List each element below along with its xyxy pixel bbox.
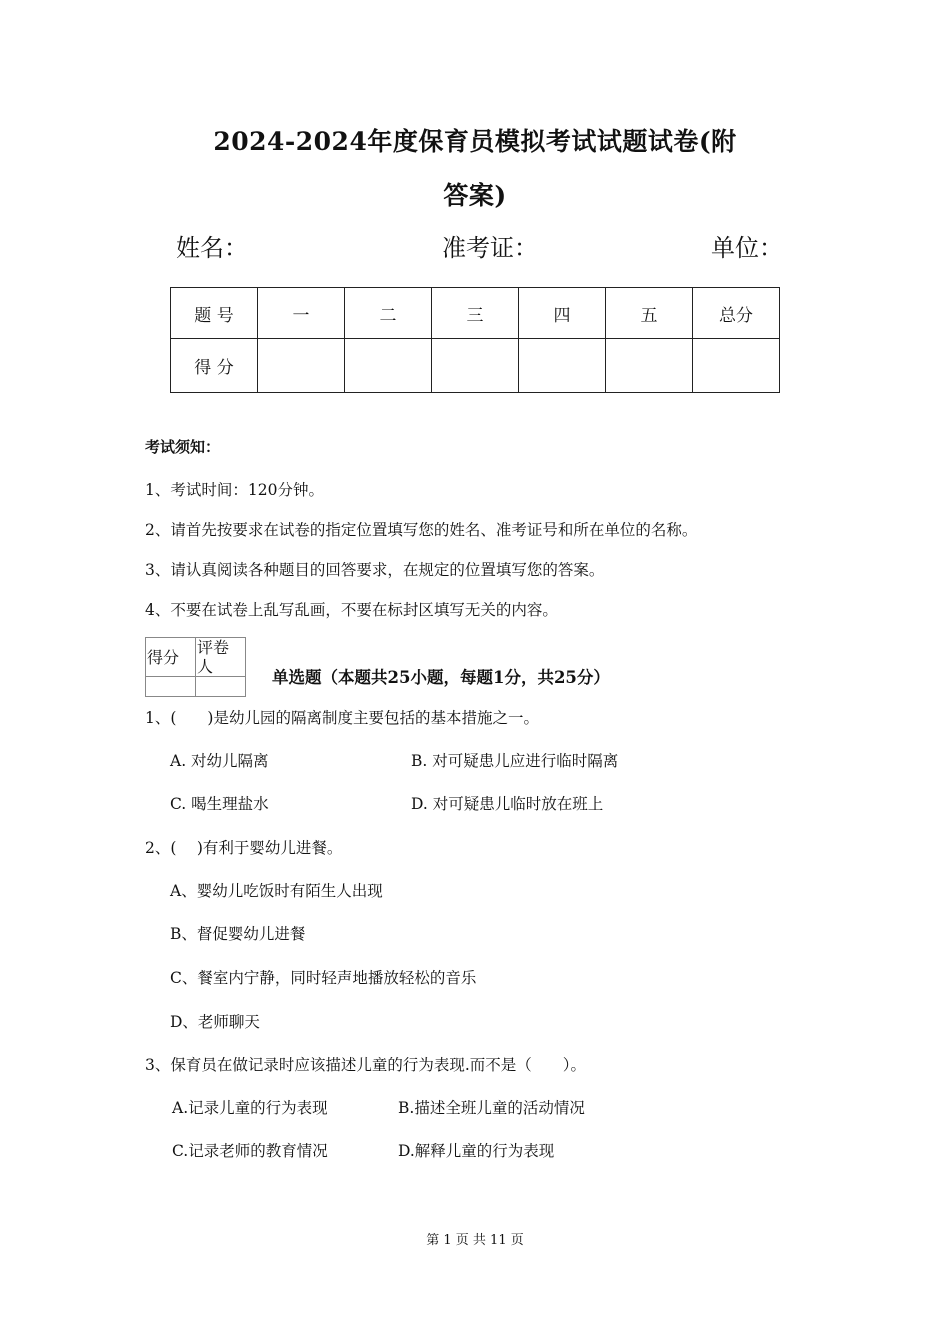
score-cell[interactable] (432, 339, 519, 393)
notice-item: 1、考试时间：120分钟。 (145, 481, 324, 499)
grader-name-cell[interactable] (196, 677, 246, 697)
score-header-cell: 总分 (693, 288, 780, 339)
grader-name-label: 评卷人 (196, 638, 246, 677)
notice-heading: 考试须知： (145, 438, 221, 456)
question-stem: 1、( )是幼儿园的隔离制度主要包括的基本措施之一。 (145, 709, 539, 727)
question-stem: 3、保育员在做记录时应该描述儿童的行为表现.而不是（ ）。 (145, 1056, 587, 1074)
doc-title-line2: 答案) (443, 181, 507, 210)
answer-option[interactable]: B、督促婴幼儿进餐 (170, 925, 306, 943)
score-header-cell: 四 (519, 288, 606, 339)
answer-option[interactable]: B.描述全班儿童的活动情况 (398, 1099, 585, 1117)
doc-title-line1: 2024-2024年度保育员模拟考试试题试卷(附 (213, 127, 737, 156)
answer-option[interactable]: D、老师聊天 (170, 1013, 260, 1031)
grader-score-label: 得分 (146, 638, 196, 677)
score-header-cell: 题 号 (171, 288, 258, 339)
answer-option[interactable]: D. 对可疑患儿临时放在班上 (411, 795, 604, 813)
unit-label: 单位： (711, 234, 783, 262)
answer-option[interactable]: C、餐室内宁静，同时轻声地播放轻松的音乐 (170, 969, 477, 987)
answer-option[interactable]: A.记录儿童的行为表现 (172, 1099, 328, 1117)
answer-option[interactable]: C.记录老师的教育情况 (172, 1142, 328, 1160)
score-row-label: 得 分 (171, 339, 258, 393)
answer-option[interactable]: A. 对幼儿隔离 (170, 752, 269, 770)
score-header-cell: 一 (258, 288, 345, 339)
exam-id-label: 准考证： (442, 234, 538, 262)
score-cell[interactable] (519, 339, 606, 393)
score-table-score-row (171, 339, 780, 393)
score-header-cell: 三 (432, 288, 519, 339)
score-cell[interactable] (606, 339, 693, 393)
score-header-cell: 五 (606, 288, 693, 339)
name-label: 姓名： (176, 234, 248, 262)
score-header-cell: 二 (345, 288, 432, 339)
page-footer: 第 1 页 共 11 页 (426, 1233, 524, 1248)
score-table-header-row (171, 288, 780, 339)
grader-score-cell[interactable] (146, 677, 196, 697)
score-cell[interactable] (258, 339, 345, 393)
notice-item: 4、不要在试卷上乱写乱画，不要在标封区填写无关的内容。 (145, 601, 558, 619)
answer-option[interactable]: D.解释儿童的行为表现 (398, 1142, 555, 1160)
answer-option[interactable]: A、婴幼儿吃饭时有陌生人出现 (170, 882, 383, 900)
answer-option[interactable]: C. 喝生理盐水 (170, 795, 269, 813)
question-stem: 2、( )有利于婴幼儿进餐。 (145, 839, 343, 857)
score-cell[interactable] (693, 339, 780, 393)
score-cell[interactable] (345, 339, 432, 393)
answer-option[interactable]: B. 对可疑患儿应进行临时隔离 (411, 752, 619, 770)
section-title: 单选题（本题共25小题，每题1分，共25分） (272, 668, 610, 687)
notice-item: 2、请首先按要求在试卷的指定位置填写您的姓名、准考证号和所在单位的名称。 (145, 521, 698, 539)
notice-item: 3、请认真阅读各种题目的回答要求，在规定的位置填写您的答案。 (145, 561, 605, 579)
grader-table (145, 637, 246, 697)
score-table (170, 287, 780, 393)
